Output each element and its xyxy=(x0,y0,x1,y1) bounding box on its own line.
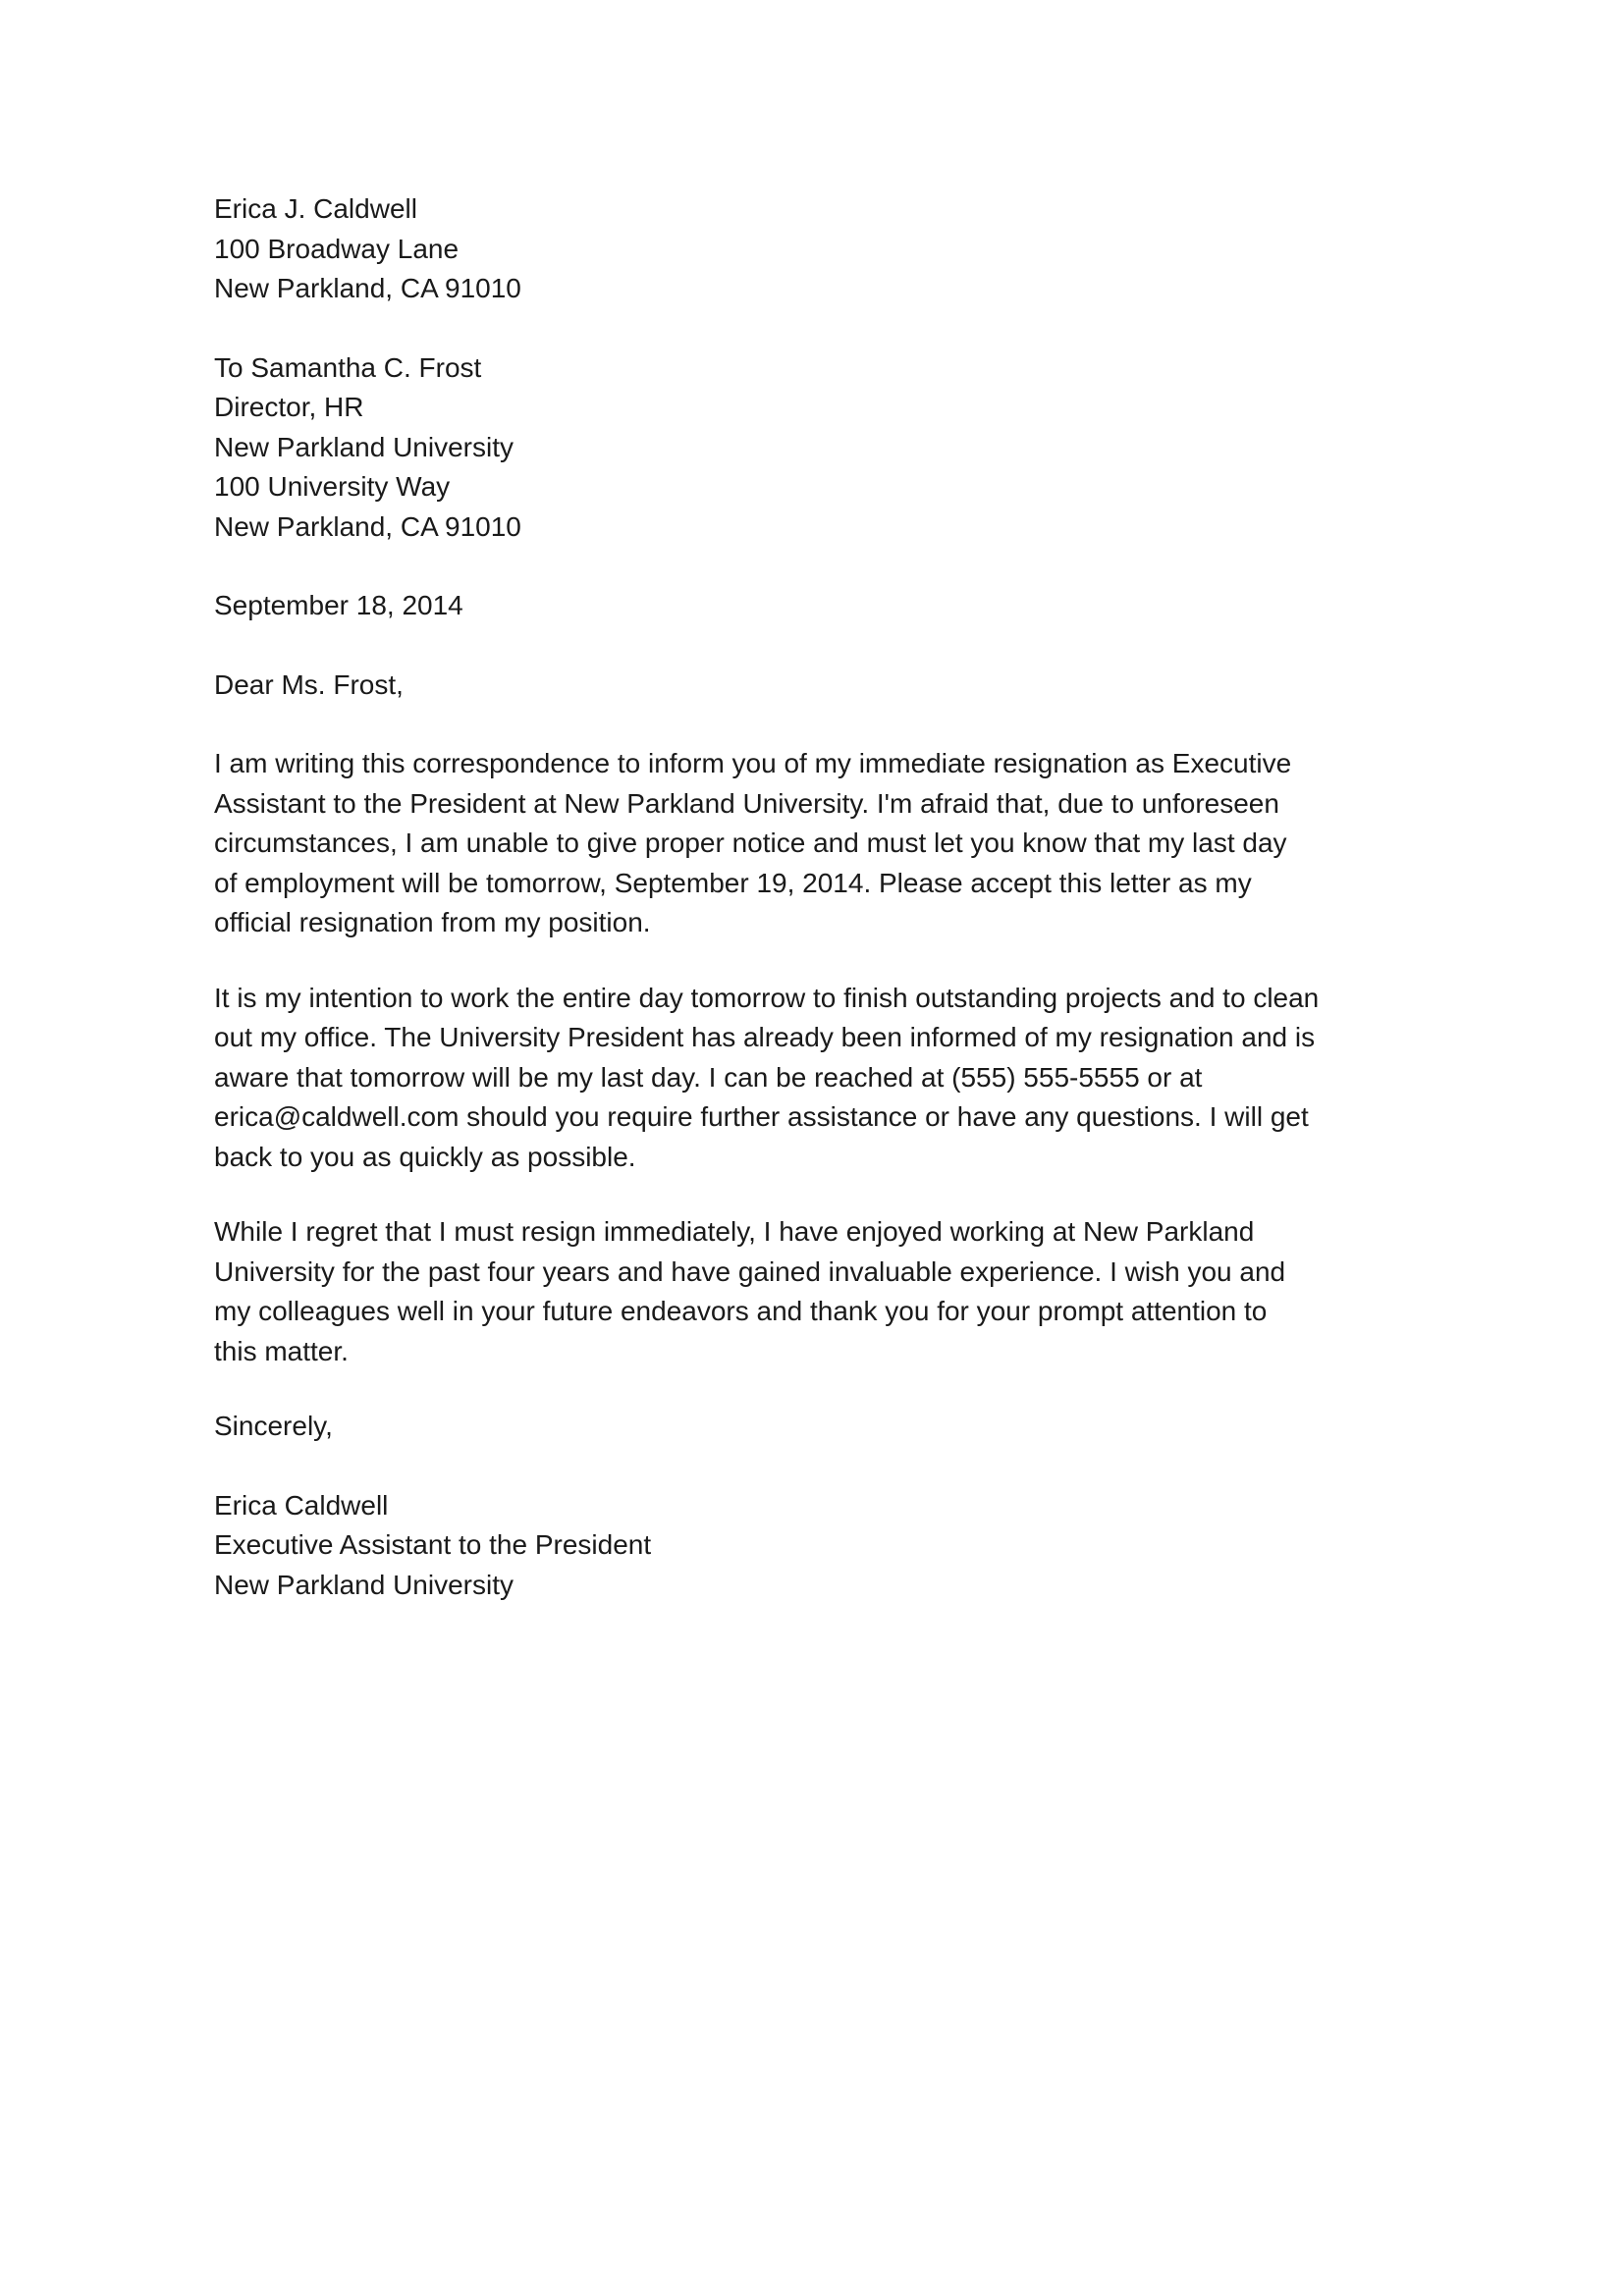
body-line: out my office. The University President has already been informed of my resignation and is xyxy=(214,1022,1316,1052)
signature-title: Executive Assistant to the President xyxy=(214,1529,652,1560)
letter-date: September 18, 2014 xyxy=(214,590,463,620)
recipient-street: 100 University Way xyxy=(214,471,451,502)
recipient-city: New Parkland, CA 91010 xyxy=(214,510,521,542)
signature-block xyxy=(214,1486,1343,1606)
recipient-title: Director, HR xyxy=(214,392,364,422)
body-line: It is my intention to work the entire day tomorrow to finish outstanding projects and to clean xyxy=(214,982,1320,1013)
letter-content xyxy=(214,189,1343,1605)
body-line: While I regret that I must resign immediately, I have enjoyed working at New Parkland xyxy=(214,1216,1255,1247)
recipient-name: To Samantha C. Frost xyxy=(214,351,482,383)
sender-name: Erica J. Caldwell xyxy=(214,193,417,224)
body-line: circumstances, I am unable to give proper notice and must let you know that my last day xyxy=(214,828,1287,858)
body-paragraph-2 xyxy=(214,979,1343,1178)
body-line: back to you as quickly as possible. xyxy=(214,1141,636,1172)
signature-name: Erica Caldwell xyxy=(214,1489,389,1521)
body-line: Assistant to the President at New Parkland University. I'm afraid that, due to unforeseen xyxy=(214,787,1279,819)
body-line: this matter. xyxy=(214,1335,349,1366)
body-line: aware that tomorrow will be my last day. I can be reached at (555) 555-5555 or at xyxy=(214,1061,1203,1093)
recipient-organization: New Parkland University xyxy=(214,431,514,462)
sender-city: New Parkland, CA 91010 xyxy=(214,273,521,303)
body-line: University for the past four years and have gained invaluable experience. I wish you and xyxy=(214,1255,1286,1287)
body-line: official resignation from my position. xyxy=(214,907,651,937)
salutation: Dear Ms. Frost, xyxy=(214,668,404,700)
sender-address xyxy=(214,189,1343,309)
body-line: my colleagues well in your future endeavors and thank you for your prompt attention to xyxy=(214,1296,1268,1326)
body-line: erica@caldwell.com should you require further assistance or have any questions. I will get xyxy=(214,1101,1309,1132)
recipient-address xyxy=(214,348,1343,548)
signature-organization: New Parkland University xyxy=(214,1569,514,1600)
body-line: I am writing this correspondence to inform you of my immediate resignation as Executive xyxy=(214,748,1292,778)
body-paragraph-3 xyxy=(214,1212,1343,1371)
body-line: of employment will be tomorrow, September 19, 2014. Please accept this letter as my xyxy=(214,867,1252,898)
closing: Sincerely, xyxy=(214,1411,333,1441)
sender-street: 100 Broadway Lane xyxy=(214,233,460,264)
body-paragraph-1 xyxy=(214,744,1343,943)
